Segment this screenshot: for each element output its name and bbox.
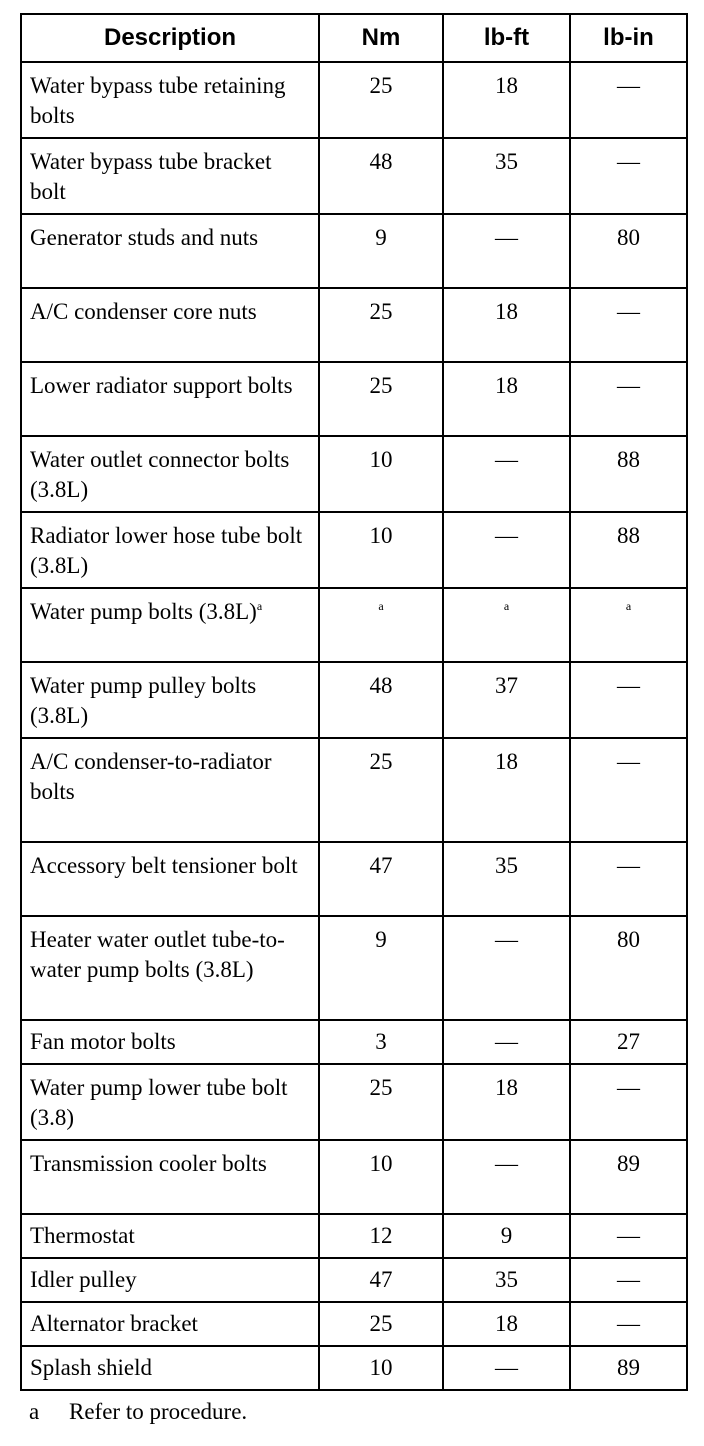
cell-nm: 47 [319,1258,443,1302]
header-lbin: lb-in [570,14,687,62]
cell-lbin: — [570,842,687,916]
cell-description: Water outlet connector bolts (3.8L) [21,436,319,512]
cell-nm: 9 [319,916,443,1020]
table-row [21,1064,687,1140]
cell-description: Water bypass tube bracket bolt [21,138,319,214]
table-row [21,1258,687,1302]
cell-lbin: 88 [570,436,687,512]
cell-nm [319,588,443,662]
cell-nm: 48 [319,138,443,214]
cell-lbin: 88 [570,512,687,588]
cell-lbin [570,588,687,662]
cell-nm: 10 [319,1346,443,1390]
cell-nm: 47 [319,842,443,916]
cell-lbft: — [443,436,570,512]
cell-lbft: — [443,1020,570,1064]
cell-lbft: — [443,1140,570,1214]
table-row [21,1302,687,1346]
cell-nm: 10 [319,1140,443,1214]
cell-lbft: 18 [443,1064,570,1140]
cell-nm: 25 [319,362,443,436]
table-row [21,362,687,436]
table-row [21,842,687,916]
cell-description: Fan motor bolts [21,1020,319,1064]
cell-lbft: 9 [443,1214,570,1258]
table-row [21,1140,687,1214]
cell-lbft: 35 [443,842,570,916]
header-description: Description [21,14,319,62]
cell-description: Splash shield [21,1346,319,1390]
cell-description: Water pump pulley bolts (3.8L) [21,662,319,738]
cell-lbft: 18 [443,288,570,362]
cell-lbin: — [570,738,687,842]
cell-nm: 12 [319,1214,443,1258]
cell-lbin: 27 [570,1020,687,1064]
footnote [29,1397,247,1427]
cell-description: A/C condenser core nuts [21,288,319,362]
cell-description: Water pump lower tube bolt (3.8) [21,1064,319,1140]
cell-lbft: 18 [443,62,570,138]
cell-nm: 10 [319,436,443,512]
table-row [21,916,687,1020]
cell-lbin: — [570,138,687,214]
table-row [21,1346,687,1390]
table-row [21,1020,687,1064]
cell-nm: 48 [319,662,443,738]
cell-description: Generator studs and nuts [21,214,319,288]
cell-nm: 3 [319,1020,443,1064]
cell-description: Thermostat [21,1214,319,1258]
cell-description: Water bypass tube retaining bolts [21,62,319,138]
cell-lbin: — [570,362,687,436]
cell-nm: 25 [319,738,443,842]
cell-lbft: 18 [443,1302,570,1346]
cell-lbin: 80 [570,916,687,1020]
cell-lbin: 89 [570,1346,687,1390]
cell-lbin: — [570,662,687,738]
cell-nm: 25 [319,62,443,138]
cell-lbft: 35 [443,138,570,214]
cell-description [21,588,319,662]
footnote-marker: a [625,599,632,613]
table-row [21,138,687,214]
header-row [21,14,687,62]
cell-lbft: — [443,916,570,1020]
cell-lbin: — [570,1214,687,1258]
torque-spec-table [20,13,688,1391]
table-row [21,1214,687,1258]
cell-description: Transmission cooler bolts [21,1140,319,1214]
cell-nm: 25 [319,1302,443,1346]
footnote-marker: a [256,599,263,613]
table-row [21,214,687,288]
table-row [21,588,687,662]
cell-lbin: 80 [570,214,687,288]
cell-lbft: 18 [443,738,570,842]
cell-nm: 25 [319,1064,443,1140]
cell-lbin: — [570,288,687,362]
cell-nm: 9 [319,214,443,288]
cell-lbft: 35 [443,1258,570,1302]
cell-lbft: — [443,512,570,588]
table-row [21,62,687,138]
cell-lbft: — [443,214,570,288]
header-lbft: lb-ft [443,14,570,62]
cell-lbin: — [570,1302,687,1346]
cell-nm: 10 [319,512,443,588]
table-row [21,738,687,842]
cell-lbft: 37 [443,662,570,738]
header-nm: Nm [319,14,443,62]
footnote-marker: a [503,599,510,613]
footnote-marker: a [378,599,384,613]
footnote-text: Refer to procedure. [69,1399,248,1424]
cell-description: Alternator bracket [21,1302,319,1346]
table-row [21,662,687,738]
cell-lbin: — [570,1258,687,1302]
cell-lbin: — [570,62,687,138]
description-text: Water pump bolts (3.8L) [30,599,257,624]
cell-lbft [443,588,570,662]
table-row [21,436,687,512]
cell-lbin: — [570,1064,687,1140]
cell-lbft: — [443,1346,570,1390]
table-row [21,288,687,362]
cell-description: Radiator lower hose tube bolt (3.8L) [21,512,319,588]
cell-lbft: 18 [443,362,570,436]
footnote-mark: a [29,1399,40,1424]
cell-lbin: 89 [570,1140,687,1214]
table-row [21,512,687,588]
cell-description: Idler pulley [21,1258,319,1302]
cell-description: Lower radiator support bolts [21,362,319,436]
cell-nm: 25 [319,288,443,362]
cell-description: Heater water outlet tube-to-water pump bolts (3.8L) [21,916,319,1020]
cell-description: A/C condenser-to-radiator bolts [21,738,319,842]
cell-description: Accessory belt tensioner bolt [21,842,319,916]
